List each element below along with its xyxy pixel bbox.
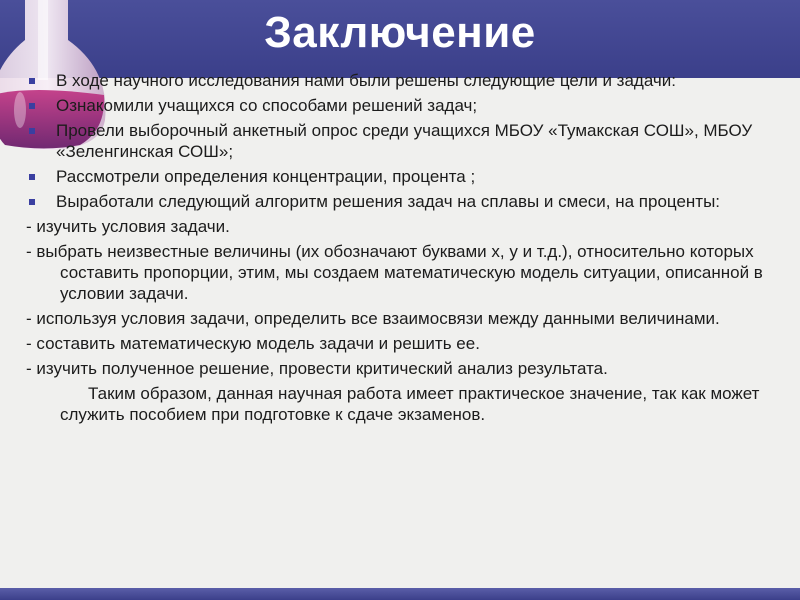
bullet-square-icon <box>29 78 35 84</box>
step-item: - составить математическую модель задачи и решить ее. <box>26 334 480 353</box>
bullet-square-icon <box>29 103 35 109</box>
bullet-square-icon <box>29 199 35 205</box>
slide-title: Заключение <box>264 8 536 57</box>
step-item: - выбрать неизвестные величины (их обозначают буквами х, у и т.д.), относительно которых составить пропорции, этим, мы создаем математическую модель ситуации, описанной в условии задачи. <box>26 242 763 303</box>
content-body <box>26 70 768 429</box>
bullet-item <box>26 95 768 116</box>
bullet-text: Рассмотрели определения концентрации, процента ; <box>56 167 476 186</box>
bullet-text: В ходе научного исследования нами были решены следующие цели и задачи: <box>56 71 677 90</box>
bullet-item <box>26 120 768 162</box>
bullet-square-icon <box>29 128 35 134</box>
bottom-bar <box>0 588 800 600</box>
bullet-square-icon <box>29 174 35 180</box>
bullet-item <box>26 166 768 187</box>
step-item: - изучить полученное решение, провести критический анализ результата. <box>26 359 608 378</box>
bullet-item <box>26 191 768 212</box>
bullet-text: Ознакомили учащихся со способами решений задач; <box>56 96 478 115</box>
bullet-text: Провели выборочный анкетный опрос среди учащихся МБОУ «Тумакская СОШ», МБОУ «Зеленгинская СОШ»; <box>56 121 753 161</box>
bullet-text: Выработали следующий алгоритм решения задач на сплавы и смеси, на проценты: <box>56 192 721 211</box>
step-item: - используя условия задачи, определить все взаимосвязи между данными величинами. <box>26 309 720 328</box>
bullet-item <box>26 70 768 91</box>
conclusion-paragraph: Таким образом, данная научная работа имеет практическое значение, так как может служить пособием при подготовке к сдаче экзаменов. <box>60 384 760 424</box>
step-item: - изучить условия задачи. <box>26 217 230 236</box>
